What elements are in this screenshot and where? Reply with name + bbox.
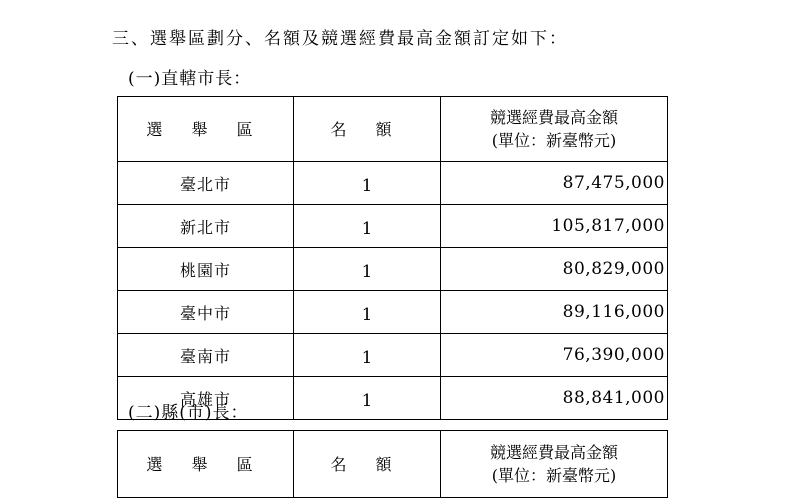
subsection-title-municipality: (一)直轄市長：	[128, 69, 252, 89]
seats-cell: 1	[294, 377, 441, 420]
table-row	[118, 248, 668, 291]
seats-cell: 1	[294, 334, 441, 377]
amount-cell: 80,829,000	[441, 248, 668, 291]
amount-cell: 87,475,000	[441, 162, 668, 205]
header-amount	[441, 431, 668, 498]
table-header-row	[118, 431, 668, 498]
district-cell: 桃園市	[118, 248, 294, 291]
seats-cell: 1	[294, 248, 441, 291]
header-seats: 名 額	[294, 97, 441, 162]
district-cell: 高雄市	[118, 377, 294, 420]
amount-cell: 89,116,000	[441, 291, 668, 334]
table-row	[118, 291, 668, 334]
amount-cell: 88,841,000	[441, 377, 668, 420]
section-heading: 三、選舉區劃分、名額及競選經費最高金額訂定如下：	[112, 29, 568, 49]
table-row	[118, 162, 668, 205]
district-cell: 新北市	[118, 205, 294, 248]
subsection-title-county: (二)縣(市)長：	[128, 403, 249, 423]
municipality-mayor-table	[117, 96, 668, 420]
header-district: 選 舉 區	[118, 97, 294, 162]
seats-cell: 1	[294, 205, 441, 248]
header-amount-title: 競選經費最高金額	[489, 108, 618, 127]
header-amount-unit: (單位：新臺幣元)	[491, 131, 617, 150]
county-mayor-table	[117, 430, 668, 498]
seats-cell: 1	[294, 162, 441, 205]
header-amount	[441, 97, 668, 162]
table-row	[118, 334, 668, 377]
header-amount-title: 競選經費最高金額	[489, 443, 618, 462]
header-seats: 名 額	[294, 431, 441, 498]
header-amount-unit: (單位：新臺幣元)	[491, 466, 617, 485]
header-district: 選 舉 區	[118, 431, 294, 498]
seats-cell: 1	[294, 291, 441, 334]
amount-cell: 76,390,000	[441, 334, 668, 377]
district-cell: 臺北市	[118, 162, 294, 205]
district-cell: 臺南市	[118, 334, 294, 377]
district-cell: 臺中市	[118, 291, 294, 334]
amount-cell: 105,817,000	[441, 205, 668, 248]
table-header-row	[118, 97, 668, 162]
table-row	[118, 205, 668, 248]
